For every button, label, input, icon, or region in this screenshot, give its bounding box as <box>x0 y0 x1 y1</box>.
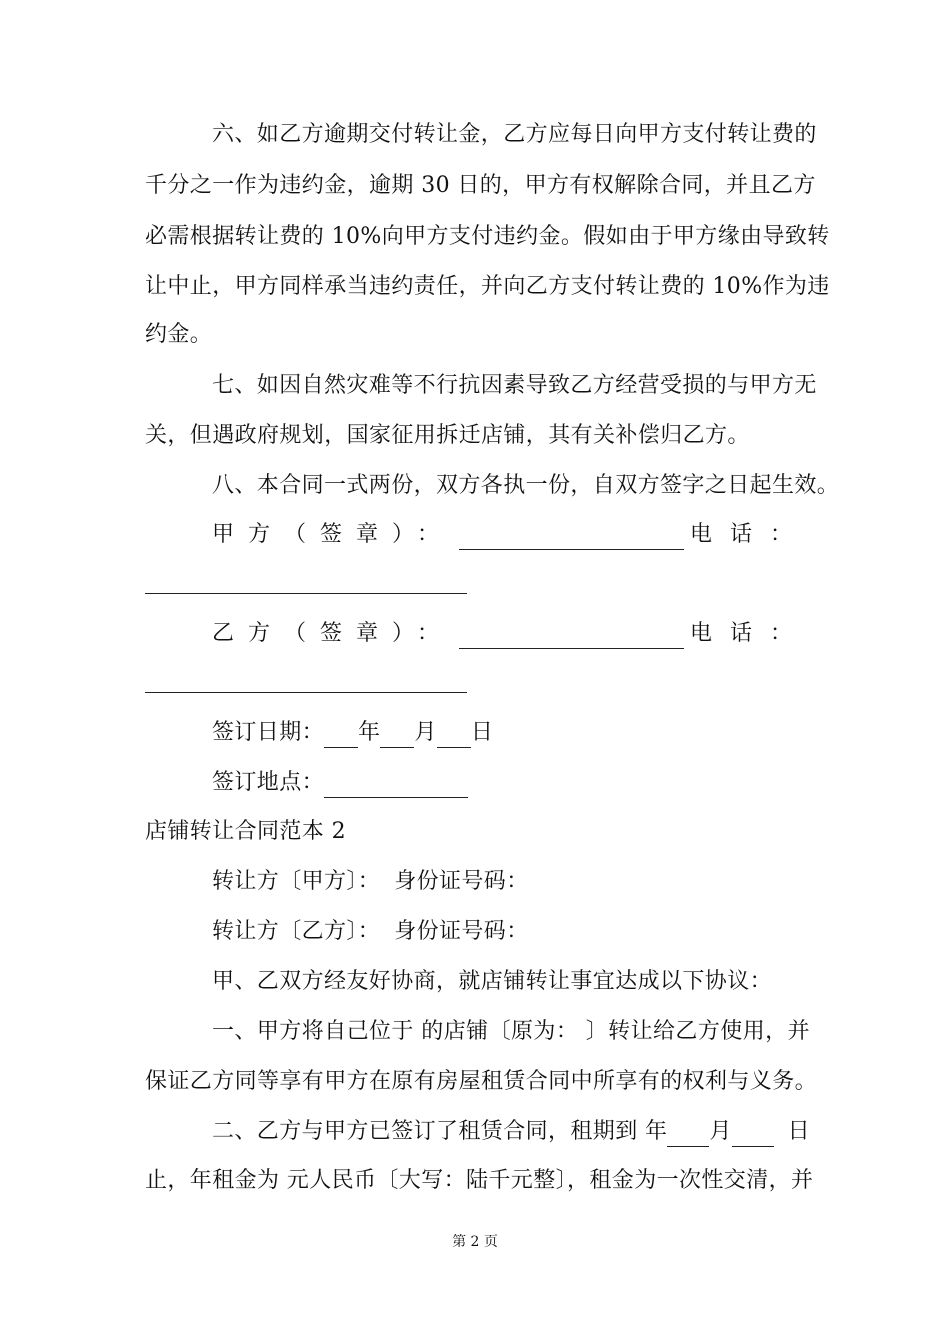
paragraph-8-line-1: 八、本合同一式两份，双方各执一份，自双方签字之日起生效。 <box>212 473 840 498</box>
party-a-signature-row <box>212 520 810 550</box>
paragraph-7-line-1: 七、如因自然灾难等不行抗因素导致乙方经营受损的与甲方无 <box>212 373 817 398</box>
transferor-b-id-label: 身份证号码： <box>394 919 529 944</box>
party-b-phone-blank <box>145 692 467 693</box>
section-2-intro: 甲、乙双方经友好协商，就店铺转让事宜达成以下协议： <box>212 969 773 994</box>
party-a-phone-blank <box>145 593 467 594</box>
paragraph-6-line-3: 必需根据转让费的 10%向甲方支付违约金。假如由于甲方缘由导致转 <box>145 224 830 249</box>
paragraph-6-line-4: 让中止，甲方同样承当违约责任，并向乙方支付转让费的 10%作为违 <box>145 274 830 299</box>
paragraph-7-line-2: 关，但遇政府规划，国家征用拆迁店铺，其有关补偿归乙方。 <box>145 423 750 448</box>
party-b-signature-row <box>212 619 810 649</box>
clause-2-line-2: 止，年租金为 元人民币〔大写：陆千元整〕，租金为一次性交清，并 <box>145 1168 814 1193</box>
section-2-title: 店铺转让合同范本 2 <box>145 819 346 844</box>
party-b-phone-label: 电话： <box>689 621 810 646</box>
transferor-a-label: 转让方〔甲方〕： <box>212 869 381 894</box>
month-label: 月 <box>414 720 437 745</box>
clause-2-day-blank <box>732 1124 774 1147</box>
month-blank <box>380 725 414 748</box>
day-blank <box>437 725 471 748</box>
clause-2-month-blank <box>667 1124 709 1147</box>
year-label: 年 <box>358 720 381 745</box>
clause-1-line-1: 一、甲方将自己位于 的店铺〔原为： 〕转让给乙方使用，并 <box>212 1019 810 1044</box>
day-label: 日 <box>470 720 494 745</box>
signing-place-label: 签订地点： <box>212 770 325 795</box>
clause-2-day-label: 日 <box>787 1119 810 1144</box>
page-number: 第 2 页 <box>452 1234 498 1250</box>
party-b-label: 乙方（签章）： <box>212 621 454 646</box>
signing-date-row <box>212 718 810 748</box>
party-b-signature-blank <box>459 626 684 649</box>
clause-2-month-label: 月 <box>709 1119 732 1144</box>
party-a-label: 甲方（签章）： <box>212 522 454 547</box>
clause-2-line-1 <box>212 1117 810 1147</box>
clause-2-line-1-text: 二、乙方与甲方已签订了租赁合同，租期到 年 <box>212 1119 668 1144</box>
transferor-a-row <box>212 867 810 897</box>
party-a-signature-blank <box>459 527 684 550</box>
party-a-phone-label: 电话： <box>689 522 810 547</box>
transferor-b-row <box>212 917 810 947</box>
paragraph-6-line-2: 千分之一作为违约金，逾期 30 日的，甲方有权解除合同，并且乙方 <box>145 173 816 198</box>
signing-place-row <box>212 768 810 798</box>
paragraph-6-line-1: 六、如乙方逾期交付转让金，乙方应每日向甲方支付转让费的 <box>212 122 817 147</box>
paragraph-6-line-5: 约金。 <box>145 322 213 347</box>
signing-place-blank <box>324 775 468 798</box>
transferor-a-id-label: 身份证号码： <box>394 869 529 894</box>
clause-1-line-2: 保证乙方同等享有甲方在原有房屋租赁合同中所享有的权利与义务。 <box>145 1069 818 1094</box>
year-blank <box>324 725 358 748</box>
transferor-b-label: 转让方〔乙方〕： <box>212 919 381 944</box>
signing-date-label: 签订日期： <box>212 720 325 745</box>
